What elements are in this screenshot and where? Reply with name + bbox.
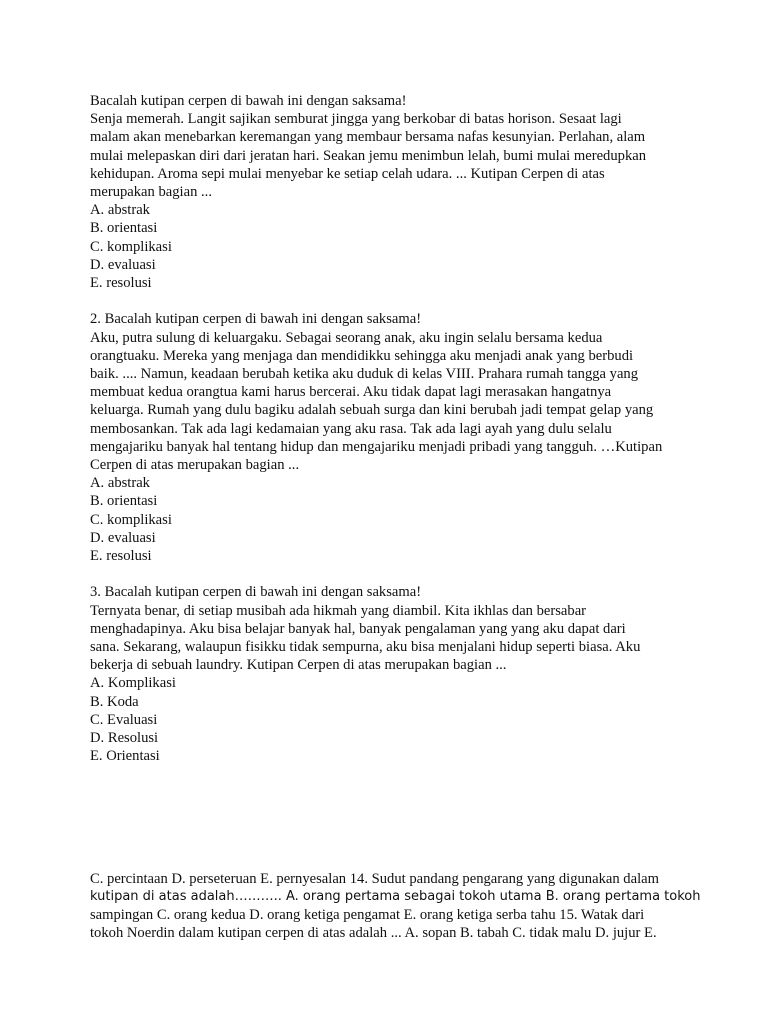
question-2-instruction: 2. Bacalah kutipan cerpen di bawah ini dengan saksama! [90, 311, 422, 328]
question-3-text-line: bekerja di sebuah laundry. Kutipan Cerpen di atas merupakan bagian ... [90, 657, 507, 674]
question-1-options [90, 201, 690, 292]
question-3-text-line: Ternyata benar, di setiap musibah ada hikmah yang diambil. Kita ikhlas dan bersabar [90, 602, 587, 619]
option-c: C. komplikasi [90, 511, 172, 528]
footer-line: kutipan di atas adalah……….. A. orang pertama sebagai tokoh utama B. orang pertama tokoh [90, 888, 701, 904]
question-2-text-line: orangtuaku. Mereka yang menjaga dan mendidikku sehingga aku menjadi anak yang berbudi [90, 347, 634, 364]
footer-line: C. percintaan D. perseteruan E. pernyesalan 14. Sudut pandang pengarang yang digunakan dalam [90, 870, 659, 887]
question-3 [90, 583, 690, 765]
option-a: A. Komplikasi [90, 675, 176, 692]
option-a: A. abstrak [90, 475, 150, 492]
question-2-text-line: Cerpen di atas merupakan bagian ... [90, 457, 300, 474]
question-3-text-line: sana. Sekarang, walaupun fisikku tidak sempurna, aku bisa menjalani hidup seperti biasa. Aku [90, 639, 641, 656]
option-d: D. evaluasi [90, 529, 156, 546]
question-1-text-line: merupakan bagian ... [90, 184, 212, 201]
question-3-options [90, 674, 690, 765]
question-2 [90, 310, 690, 565]
question-3-text-line: menghadapinya. Aku bisa belajar banyak hal, banyak pengalaman yang yang aku dapat dari [90, 620, 626, 637]
question-2-text-line: membuat kedua orangtua kami harus bercerai. Aku tidak dapat lagi merasakan hangatnya [90, 384, 612, 401]
option-b: B. Koda [90, 693, 139, 710]
question-1-instruction: Bacalah kutipan cerpen di bawah ini dengan saksama! [90, 93, 407, 109]
question-2-text-line: Aku, putra sulung di keluargaku. Sebagai seorang anak, aku ingin selalu bersama kedua [90, 329, 603, 346]
option-b: B. orientasi [90, 493, 158, 510]
question-2-text-line: keluarga. Rumah yang dulu bagiku adalah sebuah surga dan kini berubah jadi tempat gelap yang [90, 402, 654, 419]
option-e: E. Orientasi [90, 748, 160, 765]
question-1-text-line: Senja memerah. Langit sajikan semburat jingga yang berkobar di batas horison. Sesaat lagi [90, 111, 622, 128]
option-e: E. resolusi [90, 275, 152, 292]
question-2-text-line: mengajariku banyak hal tentang hidup dan mengajariku menjadi pribadi yang tangguh. …Kutipan [90, 438, 663, 455]
question-2-text-line: baik. .... Namun, keadaan berubah ketika aku duduk di kelas VIII. Prahara rumah tangga yang [90, 366, 639, 383]
option-c: C. Evaluasi [90, 711, 158, 728]
option-d: D. evaluasi [90, 256, 156, 273]
option-b: B. orientasi [90, 220, 158, 237]
question-1-text-line: kehidupan. Aroma sepi mulai menyebar ke setiap celah udara. ... Kutipan Cerpen di atas [90, 165, 605, 182]
footer-question-fragment [90, 870, 701, 943]
question-3-instruction: 3. Bacalah kutipan cerpen di bawah ini dengan saksama! [90, 584, 422, 601]
question-2-text-line: membosankan. Tak ada lagi kedamaian yang aku rasa. Tak ada lagi ayah yang dulu selalu [90, 420, 612, 437]
question-1-text-line: mulai melepaskan diri dari jeratan hari. Seakan jemu menimbun lelah, bumi mulai meredupkan [90, 147, 647, 164]
option-a: A. abstrak [90, 202, 150, 219]
question-1-text-line: malam akan menebarkan keremangan yang membaur bersama nafas kesunyian. Perlahan, alam [90, 129, 646, 146]
blank-gap [90, 784, 690, 870]
footer-line: sampingan C. orang kedua D. orang ketiga pengamat E. orang ketiga serba tahu 15. Watak dari [90, 907, 645, 924]
option-d: D. Resolusi [90, 730, 159, 747]
question-2-options [90, 474, 690, 565]
option-c: C. komplikasi [90, 238, 172, 255]
option-e: E. resolusi [90, 548, 152, 565]
footer-line: tokoh Noerdin dalam kutipan cerpen di atas adalah ... A. sopan B. tabah C. tidak malu D. jujur E. [90, 925, 657, 942]
document-page [90, 92, 701, 942]
question-1 [90, 92, 690, 292]
